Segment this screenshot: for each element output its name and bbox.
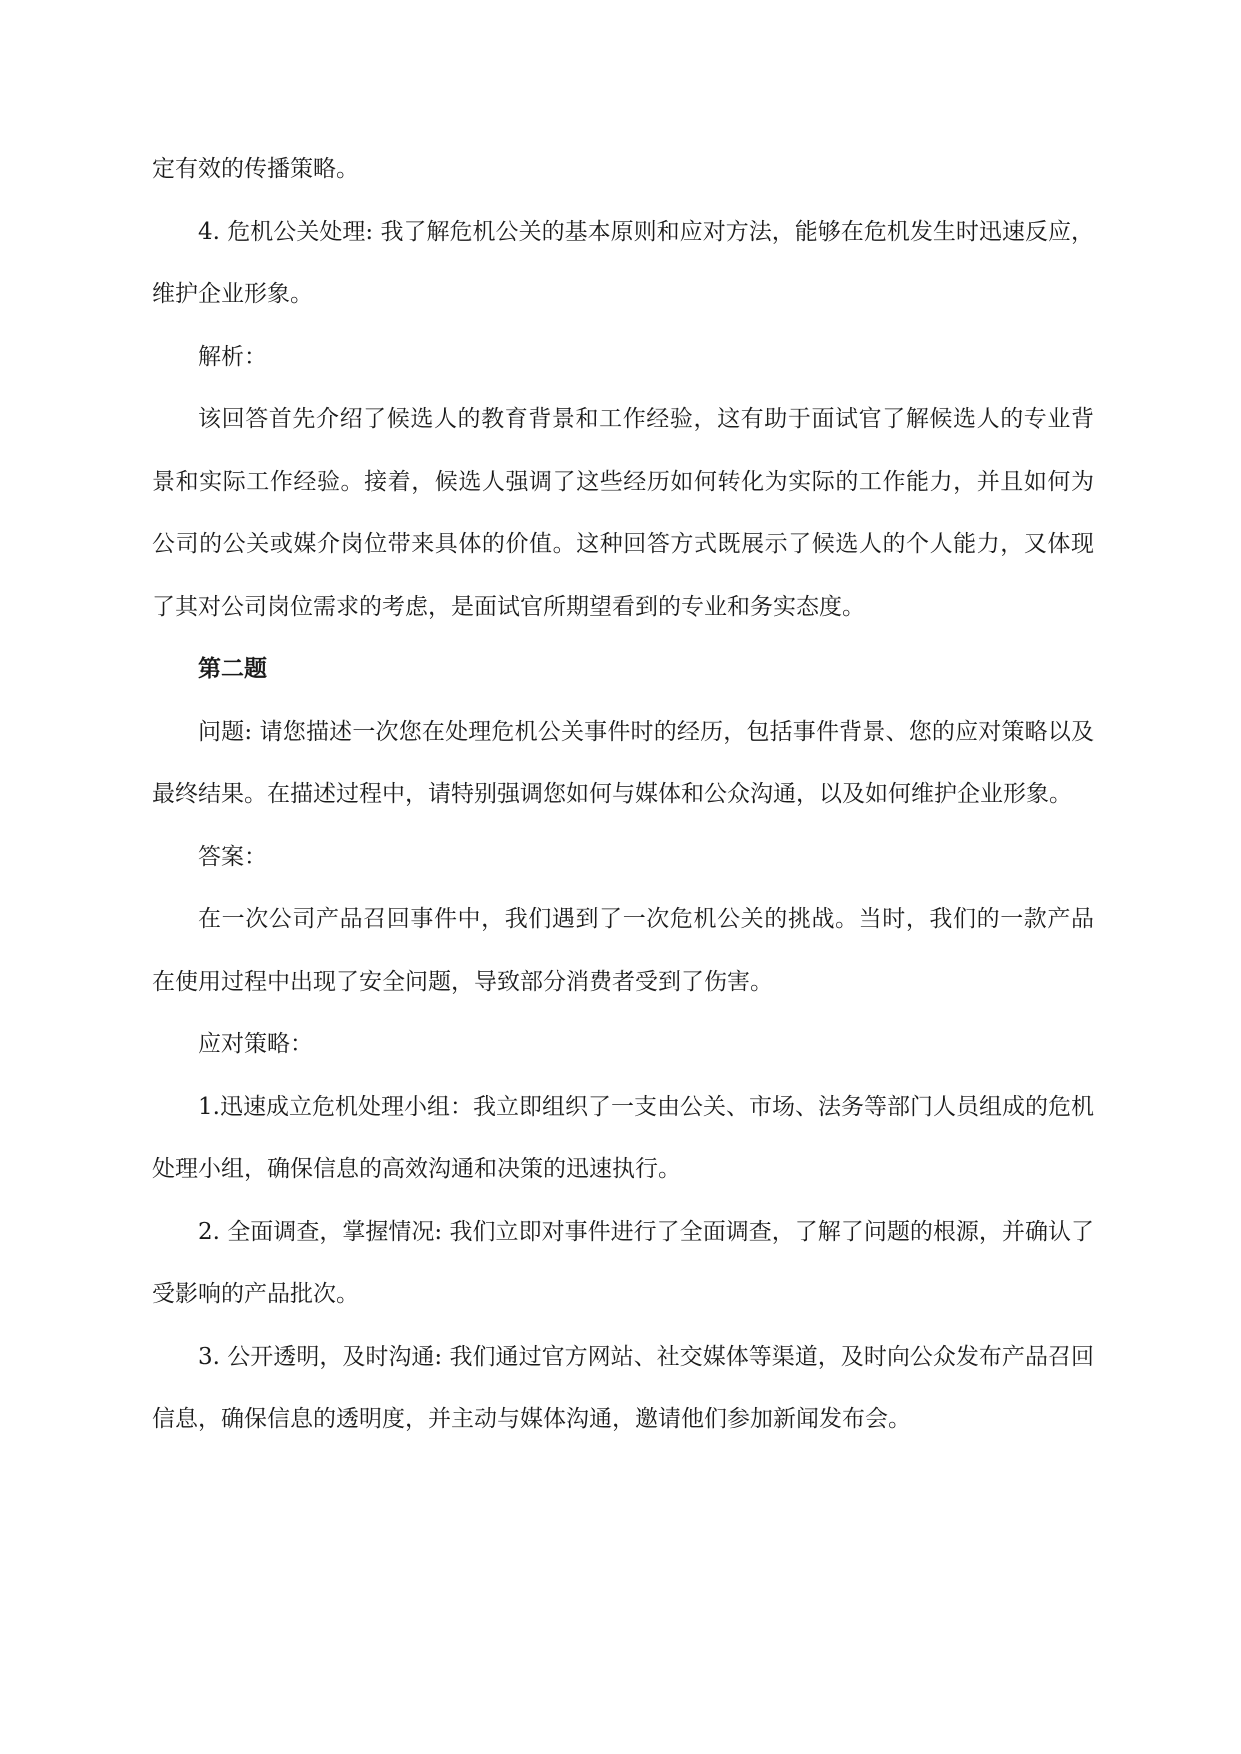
answer-label: 答案： <box>198 843 267 870</box>
question-paragraph: 问题: 请您描述一次您在处理危机公关事件时的经历，包括事件背景、您的应对策略以及最终结果。在描述过程中，请特别强调您如何与媒体和公众沟通，以及如何维护企业形象。 <box>152 718 1094 807</box>
analysis-paragraph: 该回答首先介绍了候选人的教育背景和工作经验，这有助于面试官了解候选人的专业背景和实际工作经验。接着，候选人强调了这些经历如何转化为实际的工作能力，并且如何为公司的公关或媒介岗位带来具体的价值。这种回答方式既展示了候选人的个人能力，又体现了其对公司岗位需求的考虑，是面试官所期望看到的专业和务实态度。 <box>152 406 1094 620</box>
question-two-heading: 第二题 <box>198 656 267 682</box>
document-body <box>152 138 1094 1451</box>
paragraph-continuation: 定有效的传播策略。 <box>152 156 359 182</box>
strategy-item-2: 2. 全面调查，掌握情况: 我们立即对事件进行了全面调查，了解了问题的根源，并确认了受影响的产品批次。 <box>152 1218 1094 1307</box>
analysis-label: 解析： <box>198 343 267 370</box>
strategy-label: 应对策略： <box>198 1031 313 1057</box>
answer-background-paragraph: 在一次公司产品召回事件中，我们遇到了一次危机公关的挑战。当时，我们的一款产品在使用过程中出现了安全问题，导致部分消费者受到了伤害。 <box>152 906 1094 995</box>
paragraph-crisis-pr-skill: 4. 危机公关处理: 我了解危机公关的基本原则和应对方法，能够在危机发生时迅速反应，维护企业形象。 <box>152 218 1094 307</box>
strategy-item-3: 3. 公开透明，及时沟通: 我们通过官方网站、社交媒体等渠道，及时向公众发布产品召回信息，确保信息的透明度，并主动与媒体沟通，邀请他们参加新闻发布会。 <box>152 1343 1094 1432</box>
strategy-item-1: 1.迅速成立危机处理小组：我立即组织了一支由公关、市场、法务等部门人员组成的危机处理小组，确保信息的高效沟通和决策的迅速执行。 <box>152 1093 1094 1182</box>
